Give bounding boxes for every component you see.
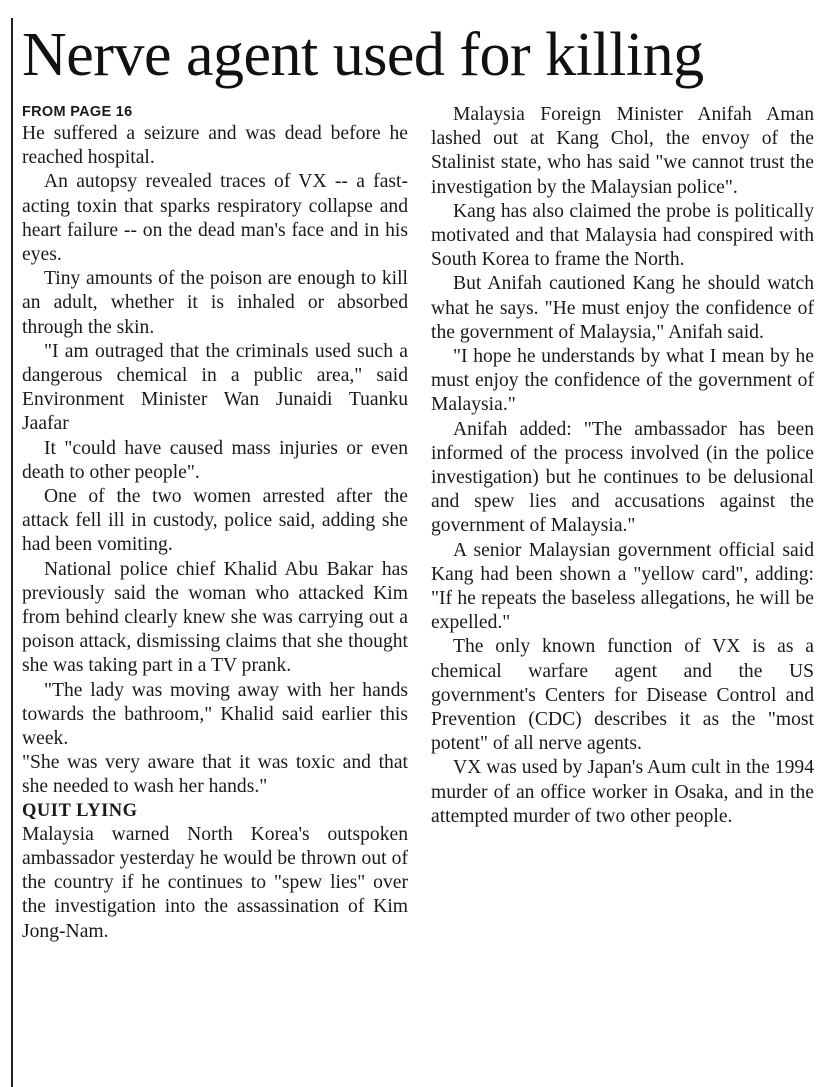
paragraph: It "could have caused mass injuries or even death to other people". [22, 437, 408, 483]
paragraph: A senior Malaysian government official said Kang had been shown a "yellow card", adding: "If he repeats the baseless allegations, he will be expelled." [431, 539, 814, 634]
left-column-rule [11, 18, 13, 1087]
paragraph: But Anifah cautioned Kang he should watch what he says. "He must enjoy the confidence of the government of Malaysia," Anifah said. [431, 273, 814, 343]
paragraph: He suffered a seizure and was dead before he reached hospital. [22, 123, 408, 169]
paragraph: VX was used by Japan's Aum cult in the 1994 murder of an office worker in Osaka, and in the attempted murder of two other people. [431, 757, 814, 827]
paragraph: Kang has also claimed the probe is politically motivated and that Malaysia had conspired with South Korea to frame the North. [431, 200, 814, 271]
paragraph: The only known function of VX is as a chemical warfare agent and the US government's Centers for Disease Control and Prevention (CDC) describes it as the "most potent" of all nerve agents. [431, 636, 814, 755]
left-column [22, 103, 408, 944]
paragraph: One of the two women arrested after the attack fell ill in custody, police said, adding she had been vomiting. [22, 486, 408, 556]
paragraph: "The lady was moving away with her hands towards the bathroom," Khalid said earlier this week. [22, 679, 408, 750]
paragraph: Malaysia warned North Korea's outspoken ambassador yesterday he would be thrown out of the country if he continues to "spew lies" over the investigation into the assassination of Kim Jong-Nam. [22, 823, 408, 942]
headline: Nerve agent used for killing [22, 21, 704, 89]
paragraph: "I hope he understands by what I mean by he must enjoy the confidence of the government of Malaysia." [431, 346, 814, 416]
paragraph: Tiny amounts of the poison are enough to kill an adult, whether it is inhaled or absorbed through the skin. [22, 268, 408, 338]
subheading: QUIT LYING [22, 800, 138, 821]
paragraph: "I am outraged that the criminals used such a dangerous chemical in a public area," said Environment Minister Wan Junaidi Tuanku Jaafar [22, 340, 408, 435]
paragraph: National police chief Khalid Abu Bakar has previously said the woman who attacked Kim from behind clearly knew she was carrying out a poison attack, dismissing claims that she thought she was taking part in a TV prank. [22, 558, 408, 677]
paragraph: "She was very aware that it was toxic and that she needed to wash her hands." [22, 752, 408, 798]
right-column [431, 103, 814, 829]
paragraph: An autopsy revealed traces of VX -- a fast-acting toxin that sparks respiratory collapse and heart failure -- on the dead man's face and in his eyes. [22, 171, 408, 266]
paragraph: Malaysia Foreign Minister Anifah Aman lashed out at Kang Chol, the envoy of the Stalinist state, who has said "we cannot trust the investigation by the Malaysian police". [431, 104, 814, 198]
paragraph: Anifah added: "The ambassador has been informed of the process involved (in the police investigation) but he continues to be delusional and spew lies and accusations against the government of Malaysia." [431, 418, 814, 537]
from-page-label: FROM PAGE 16 [22, 104, 133, 120]
